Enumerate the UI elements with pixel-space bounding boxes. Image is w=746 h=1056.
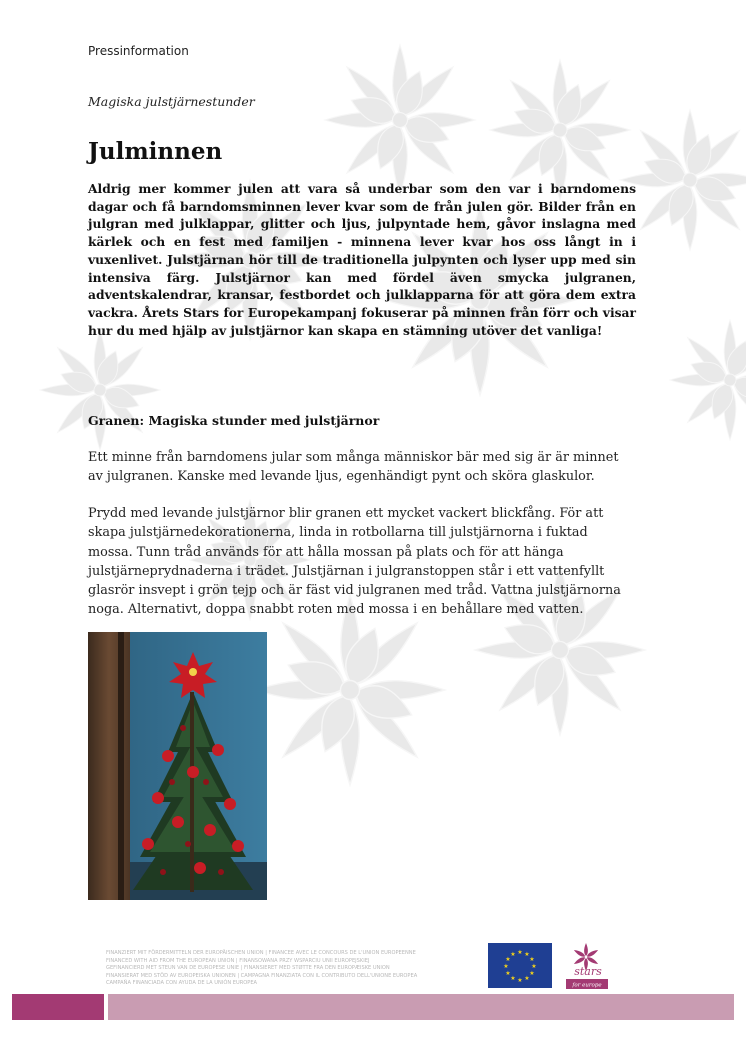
svg-text:★: ★	[505, 970, 511, 977]
body-paragraph-2: Prydd med levande julstjärnor blir granen ett mycket vackert blickfång. För att skapa julstjärnedekorationerna, linda in rotbollarna till julstjärnorna i fuktad mossa. Tunn tråd används för att hålla mossan på plats och för att hänga julstjärneprydnaderna i trädet. Julstjärnan i julgranstoppen står i ett vattenfyllt glasrör insvept i grön tejp och är fäst vid julgranen med tråd. Vattna julstjärnorna noga. Alternativt, doppa snabbt roten med mossa i en behållare med vatten.	[88, 506, 621, 618]
footer-bar	[108, 994, 734, 1020]
funding-line: FINANZIERT MIT FÖRDERMITTELN DER EUROPÄISCHEN UNION | FINANCEE AVEC LE CONCOURS DE L'UNION EUROPEENNE	[106, 950, 416, 956]
lead-paragraph: Aldrig mer kommer julen att vara så underbar som den var i barndomens dagar och få barndomsminnen lever kvar som de från julen gör. Bilder från en julgran med julklappar, glitter och ljus, julpyntade hem, gåvor inslagna med kärlek och en fest med familjen - minnena lever kvar hos oss långt in i vuxenlivet. Julstjärnan hör till de traditionella julpynten och lyser upp med sin intensiva färg. Julstjärnor kan med fördel även smycka julgranen, adventskalendrar, kransar, festbordet och julklapparna för att göra dem extra vackra. Årets Stars for Europekampanj fokuserar på minnen från förr och visar hur du med hjälp av julstjärnor kan skapa en stämning utöver det vanliga!	[88, 181, 636, 338]
svg-text:★: ★	[517, 949, 523, 956]
section-heading: Granen: Magiska stunder med julstjärnor	[88, 413, 380, 428]
body-paragraph-1: Ett minne från barndomens jular som många människor bär med sig är är minnet av julgranen. Kanske med levande ljus, egenhändigt pynt och sköra glaskulor.	[88, 450, 619, 485]
article-title: Julminnen	[88, 138, 223, 165]
funding-line: CAMPAÑA FINANCIADA CON AYUDA DE LA UNIÓN EUROPEA	[106, 980, 258, 987]
svg-text:★: ★	[510, 951, 516, 958]
svg-text:★: ★	[531, 963, 537, 970]
svg-text:★: ★	[529, 956, 535, 963]
funding-line: GEFINANCIERD MET STEUN VAN DE EUROPESE UNIE | FINANSIERET MED STØTTE FRA DEN EUROPÆISKE UNION	[106, 965, 390, 972]
funding-line: FINANSIERAT MED STÖD AV EUROPEISKA UNIONEN | CAMPAGNA FINANZIATA CON IL CONTRIBUTO DELL'UNIONE EUROPEA	[106, 972, 418, 979]
svg-text:★: ★	[524, 951, 530, 958]
svg-text:★: ★	[505, 956, 511, 963]
document-subtitle: Magiska julstjärnestunder	[88, 94, 255, 109]
funding-statement	[106, 950, 486, 988]
svg-text:★: ★	[524, 975, 530, 982]
svg-text:★: ★	[517, 977, 523, 984]
christmas-tree-photo	[88, 632, 267, 900]
stars-for-europe-logo	[564, 941, 612, 989]
logo-text-stars: stars	[574, 965, 602, 978]
logo-text-for-europe: for europe	[572, 982, 602, 989]
eu-flag-icon	[488, 943, 552, 988]
press-label: Pressinformation	[88, 44, 189, 58]
svg-text:★: ★	[503, 963, 509, 970]
svg-text:★: ★	[510, 975, 516, 982]
funding-line: FINANCED WITH AID FROM THE EUROPEAN UNION | FINANSOWANA PRZY WSPARCIU UNII EUROPEJSKIEJ	[106, 957, 370, 964]
footer-bar-accent	[12, 994, 104, 1020]
svg-text:★: ★	[529, 970, 535, 977]
